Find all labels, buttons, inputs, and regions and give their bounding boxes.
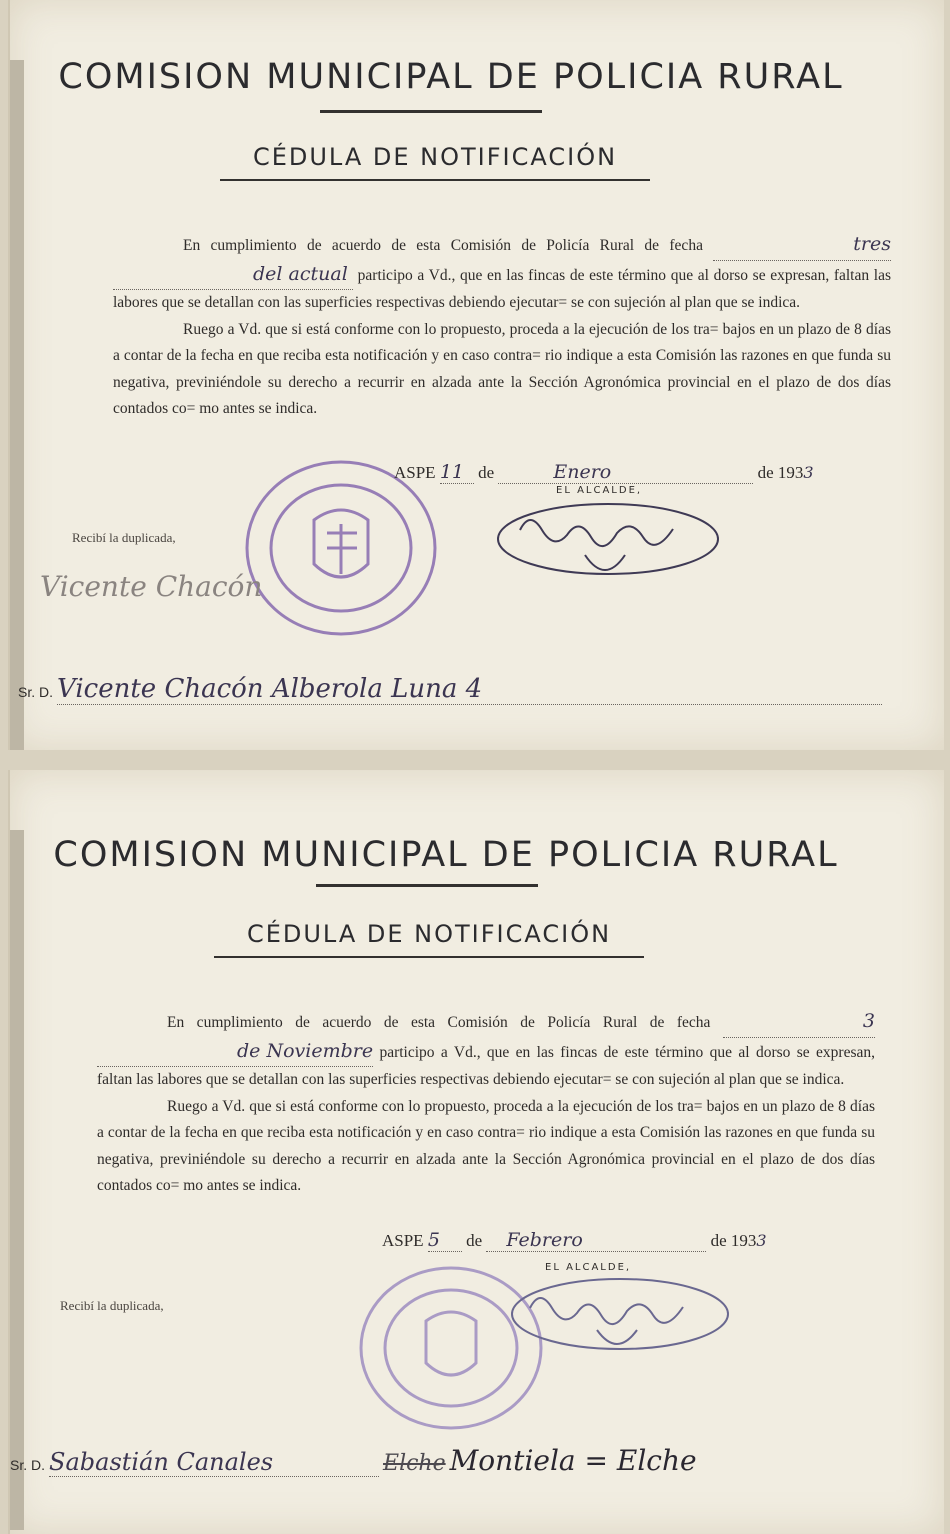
paragraph-1-intro: En cumplimiento de acuerdo de esta Comisión de Policía Rural de fecha <box>167 1014 711 1031</box>
notice-subheading: CÉDULA DE NOTIFICACIÓN <box>252 143 618 171</box>
handwritten-day: 5 <box>427 1229 440 1251</box>
handwritten-addressee-location: Montiela = Elche <box>449 1444 697 1477</box>
handwritten-fecha-day: 3 <box>862 1010 875 1032</box>
date-line <box>382 1229 767 1252</box>
handwritten-fecha-month: del actual <box>253 262 348 285</box>
subheading-rule <box>214 956 644 958</box>
notice-heading: COMISION MUNICIPAL DE POLICIA RURAL <box>53 835 839 875</box>
municipal-seal-stamp <box>242 458 440 638</box>
paragraph-2: Ruego a Vd. que si está conforme con lo propuesto, proceda a la ejecución de los tra= bajos en un plazo de 8 días a contar de la fecha en que reciba esta notificación y en caso contra= rio indique a esta Comisión las razones en que funda su negativa, previniéndole su derecho a recurrir en alzada ante la Sección Agronómica provincial en el plazo de dos días contados co= mo antes se indica. <box>97 1097 875 1194</box>
date-year-prefix: de 193 <box>710 1231 757 1250</box>
handwritten-fecha-day: tres <box>853 233 892 255</box>
heading-rule <box>316 884 538 887</box>
place-name: ASPE <box>382 1231 424 1250</box>
addressee-label: Sr. D. <box>18 684 54 700</box>
addressee-label: Sr. D. <box>10 1457 46 1473</box>
handwritten-year-digit: 3 <box>756 1231 767 1250</box>
notice-heading: COMISION MUNICIPAL DE POLICIA RURAL <box>58 57 844 97</box>
date-year-prefix: de 193 <box>757 463 804 482</box>
notice-body <box>113 231 891 423</box>
paragraph-1-body: participo a Vd., que en las fincas de este término que al dorso se expresan, faltan las labores que se detallan con las superficies respectivas debiendo ejecutar= se con sujeción al plan que se indica. <box>97 1043 876 1088</box>
handwritten-month: Febrero <box>506 1229 583 1251</box>
alcalde-label: EL ALCALDE, <box>556 485 643 496</box>
heading-rule <box>320 110 542 113</box>
paragraph-1-body: participo a Vd., que en las fincas de este término que al dorso se expresan, faltan las labores que se detallan con las superficies respectivas debiendo ejecutar= se con sujeción al plan que se indica. <box>113 266 891 311</box>
handwritten-day: 11 <box>439 461 465 483</box>
addressee-line <box>18 674 884 705</box>
subheading-rule <box>220 179 650 181</box>
handwritten-year-digit: 3 <box>803 463 814 482</box>
notice-sheet-2 <box>8 770 944 1534</box>
handwritten-fecha-month: de Noviembre <box>237 1039 374 1062</box>
notice-body <box>97 1008 875 1200</box>
date-line <box>394 461 814 484</box>
recipient-signature: Vicente Chacón <box>40 570 263 603</box>
notice-subheading: CÉDULA DE NOTIFICACIÓN <box>246 920 612 948</box>
place-name: ASPE <box>394 463 436 482</box>
paragraph-2: Ruego a Vd. que si está conforme con lo propuesto, proceda a la ejecución de los tra= bajos en un plazo de 8 días a contar de la fecha en que reciba esta notificación y en caso contra= rio indique a esta Comisión las razones en que funda su negativa, previniéndole su derecho a recurrir en alzada ante la Sección Agronómica provincial en el plazo de dos días contados co= mo antes se indica. <box>113 320 891 417</box>
receipt-label: Recibí la duplicada, <box>72 530 176 545</box>
handwritten-month: Enero <box>553 461 612 483</box>
date-de-1: de <box>466 1231 483 1250</box>
receipt-label: Recibí la duplicada, <box>60 1298 164 1313</box>
addressee-line <box>10 1444 884 1477</box>
mayor-signature <box>490 495 725 583</box>
binding-edge <box>10 60 24 750</box>
notice-sheet-1 <box>8 0 944 750</box>
mayor-signature <box>505 1270 735 1358</box>
handwritten-addressee-struck: Elche <box>383 1451 446 1476</box>
binding-edge <box>10 830 24 1530</box>
alcalde-label: EL ALCALDE, <box>545 1262 632 1273</box>
handwritten-addressee: Sabastián Canales <box>49 1448 274 1476</box>
date-de-1: de <box>478 463 495 482</box>
handwritten-addressee: Vicente Chacón Alberola Luna 4 <box>57 674 483 704</box>
paragraph-1-intro: En cumplimiento de acuerdo de esta Comisión de Policía Rural de fecha <box>183 237 703 254</box>
